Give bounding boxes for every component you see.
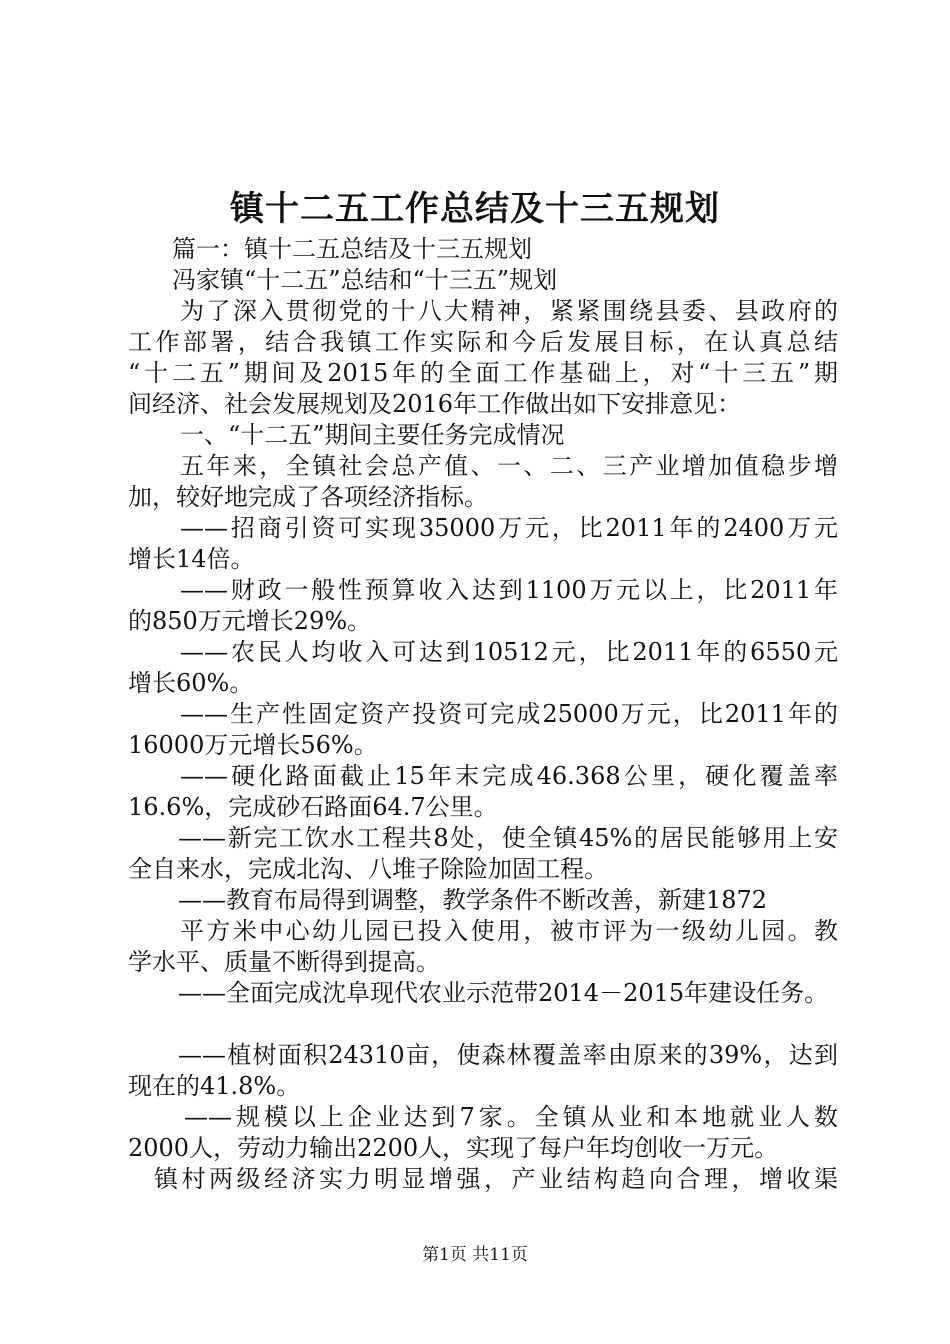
body-line: 一、“十二五”期间主要任务完成情况 xyxy=(180,421,565,449)
blank-line xyxy=(128,1009,838,1040)
body-line: 加，较好地完成了各项经济指标。 xyxy=(128,483,488,511)
body-line: ——教育布局得到调整，教学条件不断改善，新建1872 xyxy=(178,886,768,914)
body-line: ——全面完成沈阜现代农业示范带2014－2015年建设任务。 xyxy=(178,979,829,1007)
body-line: 现在的41.8%。 xyxy=(128,1072,301,1100)
body-line: 16000万元增长56%。 xyxy=(128,731,378,759)
body-line: 2000人，劳动力输出2200人，实现了每户年均创收一万元。 xyxy=(128,1134,779,1162)
body-line: “十二五”期间及2015年的全面工作基础上，对“十三五”期 xyxy=(128,359,838,387)
body-line: 的850万元增长29%。 xyxy=(128,607,372,635)
document-body xyxy=(128,234,838,1195)
body-line: 篇一：镇十二五总结及十三五规划 xyxy=(172,235,532,263)
body-line: ——植树面积24310亩，使森林覆盖率由原来的39%，达到 xyxy=(178,1041,838,1069)
body-line: 学水平、质量不断得到提高。 xyxy=(128,948,440,976)
body-line: 工作部署，结合我镇工作实际和今后发展目标，在认真总结 xyxy=(128,328,838,356)
body-line: 间经济、社会发展规划及2016年工作做出如下安排意见： xyxy=(128,390,742,418)
body-line: 全自来水，完成北沟、八堆子除险加固工程。 xyxy=(128,855,608,883)
body-line: 增长60%。 xyxy=(128,669,254,697)
body-line: 16.6%，完成砂石路面64.7公里。 xyxy=(128,793,498,821)
body-line: 平方米中心幼儿园已投入使用，被市评为一级幼儿园。教 xyxy=(180,917,838,945)
body-line: ——农民人均收入可达到10512元，比2011年的6550元 xyxy=(180,638,838,666)
body-line: ——规模以上企业达到7家。全镇从业和本地就业人数 xyxy=(184,1103,838,1131)
body-line: ——生产性固定资产投资可完成25000万元，比2011年的 xyxy=(180,700,838,728)
body-line: ——招商引资可实现35000万元，比2011年的2400万元 xyxy=(180,514,838,542)
body-line: ——新完工饮水工程共8处，使全镇45%的居民能够用上安 xyxy=(178,824,838,852)
page-footer: 第1页 共11页 xyxy=(422,1245,528,1265)
body-line: ——财政一般性预算收入达到1100万元以上，比2011年 xyxy=(180,576,838,604)
body-line: 增长14倍。 xyxy=(128,545,255,573)
document-title: 镇十二五工作总结及十三五规划 xyxy=(230,189,720,229)
body-line: 镇村两级经济实力明显增强，产业结构趋向合理，增收渠 xyxy=(154,1165,838,1193)
body-line: 冯家镇“十二五”总结和“十三五”规划 xyxy=(172,266,558,294)
body-line: 五年来，全镇社会总产值、一、二、三产业增加值稳步增 xyxy=(180,452,838,480)
body-line: 为了深入贯彻党的十八大精神，紧紧围绕县委、县政府的 xyxy=(180,297,838,325)
body-line: ——硬化路面截止15年末完成46.368公里，硬化覆盖率 xyxy=(180,762,838,790)
